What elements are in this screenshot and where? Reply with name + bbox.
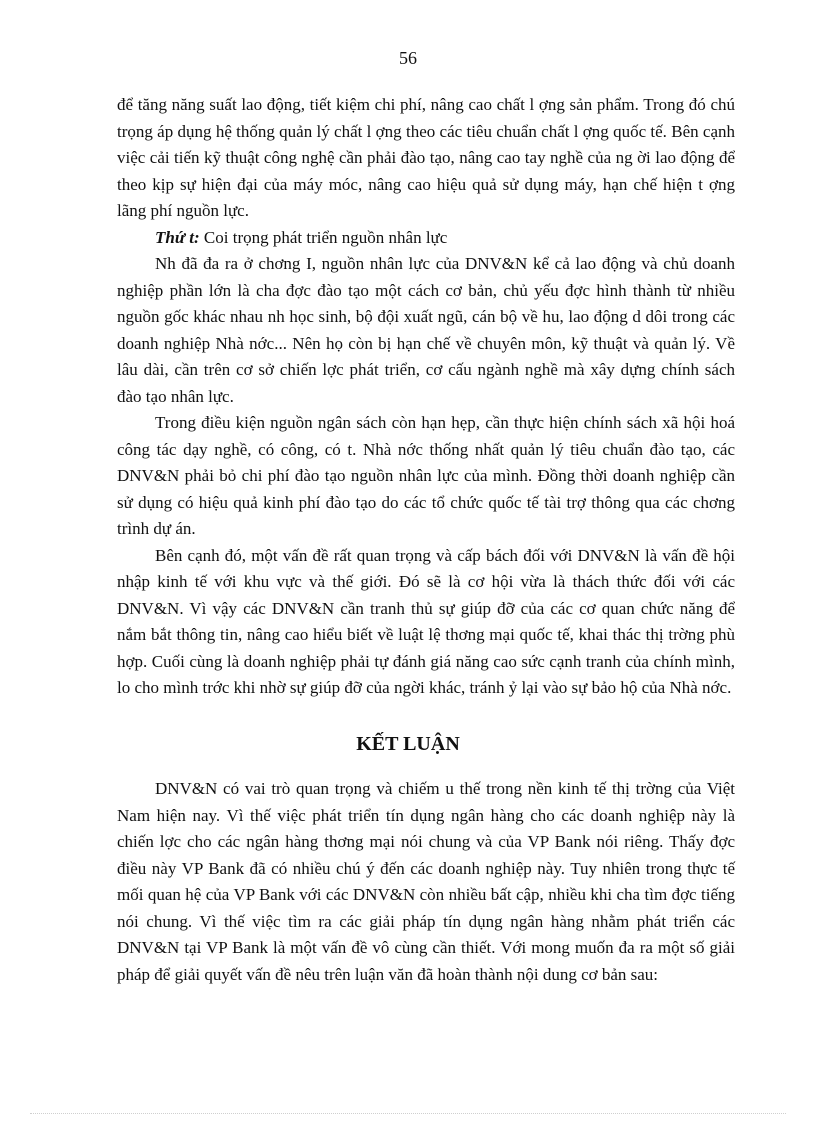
- section-heading-line: [117, 225, 735, 252]
- page-number: 56: [399, 48, 417, 68]
- paragraph: Nh đã đa ra ở chơng I, nguồn nhân lực của DNV&N kể cả lao động và chủ doanh nghiệp phần lớn là cha đợc đào tạo một cách cơ bản, chủ yếu đợc hình thành từ nhiều nguồn gốc khác nhau nh học sinh, bộ đội xuất ngũ, cán bộ về hu, lao động d dôi trong các doanh nghiệp Nhà nớc... Nên họ còn bị hạn chế về chuyên môn, kỹ thuật và quản lý. Về lâu dài, cần trên cơ sở chiến lợc phát triển, cơ cấu ngành nghề mà xây dựng chính sách đào tạo nhân lực.: [117, 254, 735, 406]
- section-label: Thứ t:: [155, 227, 200, 247]
- body-text-conclusion: [117, 776, 735, 988]
- section-title: Coi trọng phát triển nguồn nhân lực: [203, 227, 448, 247]
- paragraph: Trong điều kiện nguồn ngân sách còn hạn hẹp, cần thực hiện chính sách xã hội hoá công tác dạy nghề, có công, có t. Nhà nớc thống nhất quản lý tiêu chuẩn đào tạo, các DNV&N phải bỏ chi phí đào tạo nguồn nhân lực của mình. Đồng thời doanh nghiệp cần sử dụng có hiệu quả kinh phí đào tạo do các tổ chức quốc tế tài trợ thông qua các chơng trình dự án.: [117, 413, 735, 538]
- conclusion-heading: KẾT LUẬN: [356, 733, 460, 755]
- paragraph: để tăng năng suất lao động, tiết kiệm chi phí, nâng cao chất l ợng sản phẩm. Trong đó chú trọng áp dụng hệ thống quản lý chất l ợng theo các tiêu chuẩn chất l ợng quốc tế. Bên cạnh việc cải tiến kỹ thuật công nghệ cần phải đào tạo, nâng cao tay nghề của ng ời lao động để theo kịp sự hiện đại của máy móc, nâng cao hiệu quả sử dụng máy, hạn chế hiện t ợng lãng phí nguồn lực.: [117, 95, 735, 220]
- paragraph: Bên cạnh đó, một vấn đề rất quan trọng và cấp bách đối với DNV&N là vấn đề hội nhập kinh tế với khu vực và thế giới. Đó sẽ là cơ hội vừa là thách thức đối với các DNV&N. Vì vậy các DNV&N cần tranh thủ sự giúp đỡ của các cơ quan chức năng để nắm bắt thông tin, nâng cao hiểu biết về luật lệ thơng mại quốc tế, khai thác thị trờng phù hợp. Cuối cùng là doanh nghiệp phải tự đánh giá năng cao sức cạnh tranh của chính mình, lo cho mình trớc khi nhờ sự giúp đỡ của ngời khác, tránh ỷ lại vào sự bảo hộ của Nhà nớc.: [117, 545, 735, 697]
- paragraph: DNV&N có vai trò quan trọng và chiếm u thế trong nền kinh tế thị trờng của Việt Nam hiện nay. Vì thế việc phát triển tín dụng ngân hàng cho các doanh nghiệp này là chiến lợc cho các ngân hàng thơng mại nói chung và của VP Bank nói riêng. Thấy đợc điều này VP Bank đã có nhiều chú ý đến các doanh nghiệp này. Tuy nhiên trong thực tế mối quan hệ của VP Bank với các DNV&N còn nhiều bất cập, nhiều khi cha tìm đợc tiếng nói chung. Vì thế việc tìm ra các giải pháp tín dụng ngân hàng nhằm phát triển các DNV&N tại VP Bank là một vấn đề vô cùng cần thiết. Với mong muốn đa ra một số giải pháp để giải quyết vấn đề nêu trên luận văn đã hoàn thành nội dung cơ bản sau:: [117, 779, 735, 984]
- page-bottom-rule: [30, 1113, 786, 1114]
- body-text-upper: [117, 92, 735, 702]
